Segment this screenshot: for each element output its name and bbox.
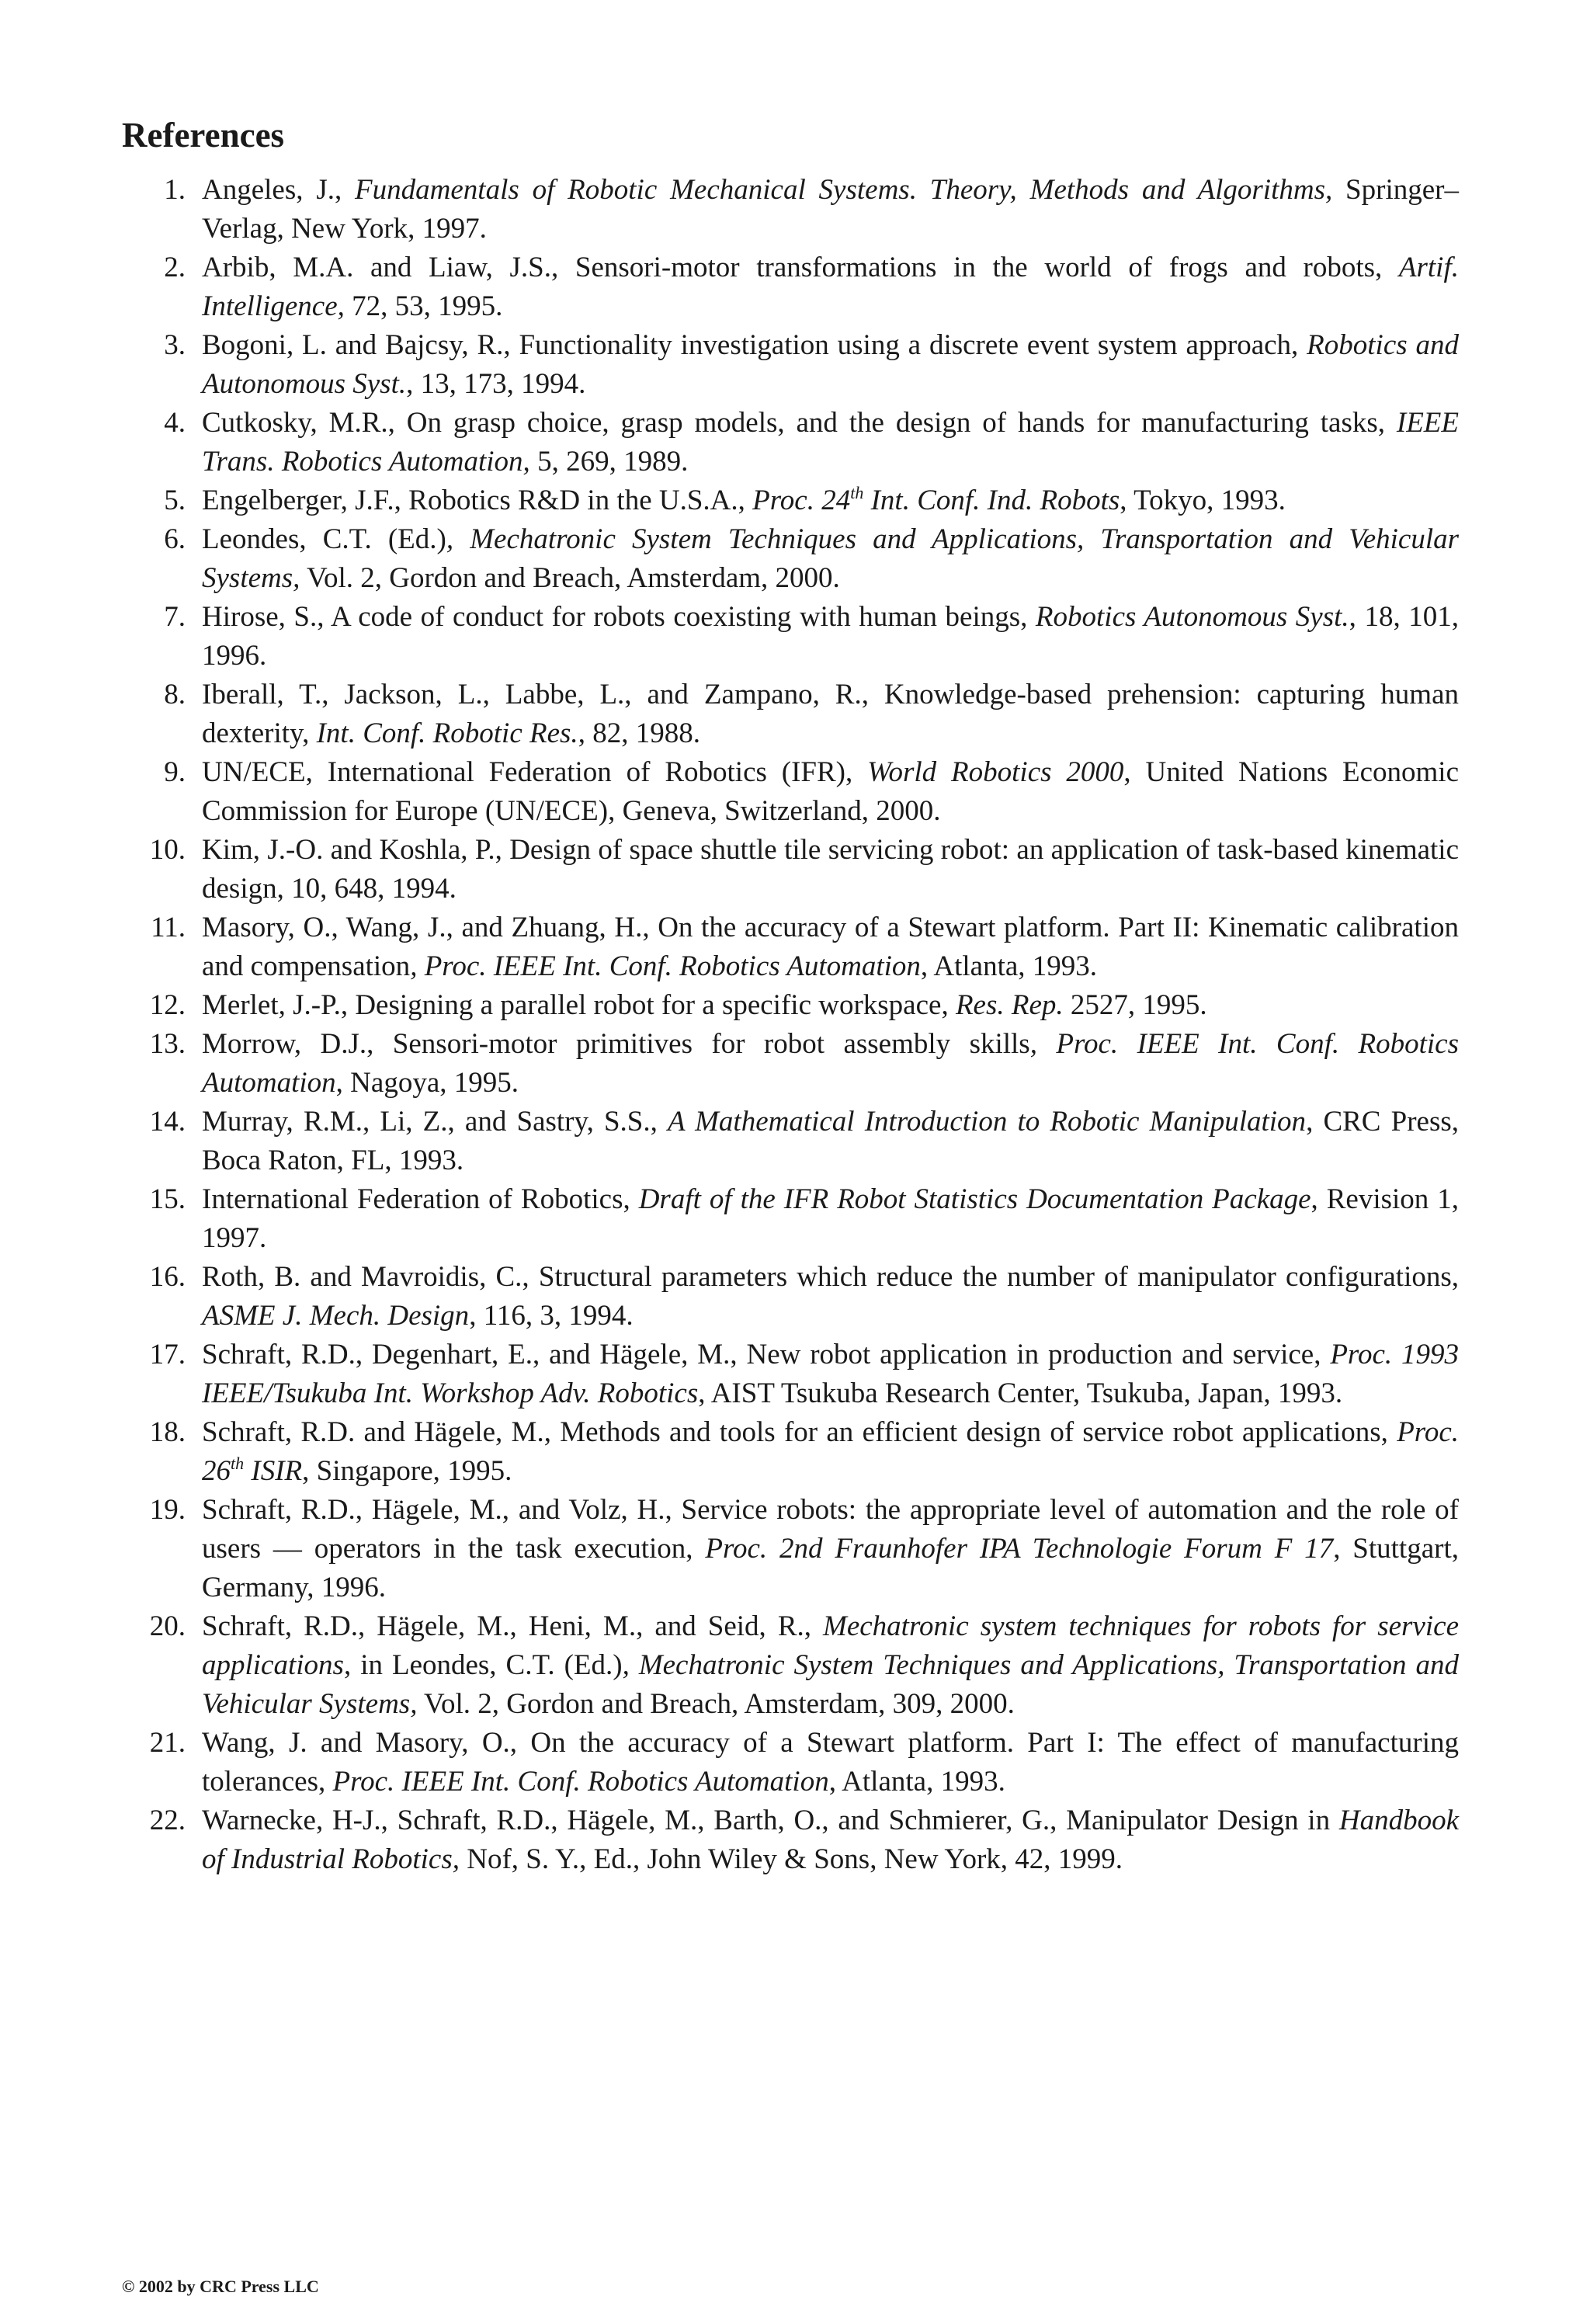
reference-segment: , Atlanta, 1993. xyxy=(828,1765,1005,1798)
reference-italic-segment: World Robotics 2000 xyxy=(867,756,1124,788)
reference-italic-segment: Res. Rep. xyxy=(955,988,1064,1021)
reference-number: 11. xyxy=(151,911,186,943)
reference-number: 20. xyxy=(149,1610,186,1642)
references-section xyxy=(122,116,1459,1879)
reference-number: 6. xyxy=(164,523,186,555)
reference-item xyxy=(122,1180,1459,1258)
reference-segment: Murray, R.M., Li, Z., and Sastry, S.S., xyxy=(202,1105,668,1138)
reference-segment: , Stuttgart, Germany, 1996. xyxy=(202,1532,1459,1603)
reference-segment: Springer–Verlag, New York, 1997. xyxy=(202,173,1459,245)
reference-number: 19. xyxy=(149,1493,186,1526)
reference-text xyxy=(202,1416,1459,1487)
reference-italic-segment: , Mechatronic System Techniques and Applications, Transportation and Vehicular Systems, xyxy=(202,1648,1459,1720)
reference-item xyxy=(122,404,1459,481)
reference-number: 5. xyxy=(164,484,186,516)
reference-italic-segment: Int. Conf. Ind. Robots xyxy=(863,484,1120,516)
reference-item xyxy=(122,676,1459,753)
reference-segment: Engelberger, J.F., Robotics R&D in the U.S.A., xyxy=(202,484,753,516)
reference-italic-segment: , Proc. IEEE Int. Conf. Robotics Automation xyxy=(410,950,921,982)
reference-segment: Wang, J. and Masory, O., On the accuracy of a Stewart platform. Part I: The effect of manufacturing tolerances, xyxy=(202,1726,1459,1798)
reference-italic-segment: Mechatronic system techniques for robots for service applications xyxy=(202,1610,1459,1681)
reference-text xyxy=(202,174,1459,245)
reference-text xyxy=(202,834,1459,905)
reference-segment: , AIST Tsukuba Research Center, Tsukuba, Japan, 1993. xyxy=(698,1377,1343,1409)
reference-segment: Roth, B. and Mavroidis, C., Structural parameters which reduce the number of manipulator configurations, xyxy=(202,1260,1459,1293)
reference-italic-segment: Robotics Autonomous Syst. xyxy=(1035,600,1349,633)
reference-text xyxy=(202,756,1459,827)
reference-item xyxy=(122,1801,1459,1879)
reference-segment: Iberall, T., Jackson, L., Labbe, L., and Zampano, R., Knowledge-based prehension: capturing human dexterity, xyxy=(202,678,1459,749)
reference-segment: Masory, O., Wang, J., and Zhuang, H., On the accuracy of a Stewart platform. Part II: Kinematic calibration and compensation xyxy=(202,911,1459,982)
reference-number: 8. xyxy=(164,678,186,710)
reference-segment: Nof, S. Y., Ed., John Wiley & Sons, New York, 42, 1999. xyxy=(459,1843,1123,1875)
reference-italic-segment: A Mathematical Introduction to Robotic Manipulation xyxy=(668,1105,1307,1138)
reference-segment: Vol. 2, Gordon and Breach, Amsterdam, 309, 2000. xyxy=(417,1687,1015,1720)
reference-segment: , 13, 173, 1994. xyxy=(406,367,586,400)
reference-italic-segment: Robotics and Autonomous Syst. xyxy=(202,328,1459,400)
reference-text xyxy=(202,1106,1459,1176)
reference-text xyxy=(202,679,1459,749)
reference-italic-segment: Proc. 1993 IEEE/Tsukuba Int. Workshop Adv. Robotics xyxy=(202,1338,1459,1409)
reference-text xyxy=(202,912,1459,982)
reference-number: 4. xyxy=(164,406,186,439)
reference-text xyxy=(202,1261,1459,1332)
reference-text xyxy=(202,989,1207,1021)
references-heading: References xyxy=(122,116,285,155)
reference-italic-segment: , Mechatronic System Techniques and Applications, Transportation and Vehicular Systems, xyxy=(202,523,1459,594)
reference-number: 17. xyxy=(149,1338,186,1370)
reference-number: 22. xyxy=(149,1804,186,1836)
reference-segment: Kim, J.-O. and Koshla, P., Design of space shuttle tile servicing robot: an application of task-based kinematic design, 10, 648, 1994. xyxy=(202,833,1459,905)
reference-item xyxy=(122,1103,1459,1180)
reference-segment: Leondes, C.T. (Ed.) xyxy=(202,523,446,555)
reference-segment: UN/ECE, International Federation of Robotics (IFR), xyxy=(202,756,868,788)
reference-text xyxy=(202,1183,1459,1254)
reference-segment: , 82, 1988. xyxy=(578,717,700,749)
reference-item xyxy=(122,1336,1459,1413)
reference-segment: , Tokyo, 1993. xyxy=(1120,484,1286,516)
reference-item xyxy=(122,908,1459,986)
reference-italic-segment: Artif. Intelligence, xyxy=(202,251,1459,322)
reference-italic-segment: Fundamentals of Robotic Mechanical Systems. Theory, Methods and Algorithms, xyxy=(355,173,1333,206)
reference-number: 3. xyxy=(164,328,186,361)
reference-segment: , 18, 101, 1996. xyxy=(202,600,1459,672)
reference-segment: , 116, 3, 1994. xyxy=(469,1299,634,1332)
reference-text xyxy=(202,1494,1459,1603)
reference-item xyxy=(122,1607,1459,1724)
reference-italic-segment: Proc. 24 xyxy=(752,484,851,516)
reference-italic-segment: Proc. 2nd Fraunhofer IPA Technologie Forum F 17 xyxy=(705,1532,1334,1565)
reference-list xyxy=(122,171,1459,1879)
reference-italic-segment: , Proc. IEEE Int. Conf. Robotics Automation xyxy=(202,1027,1459,1099)
reference-item xyxy=(122,831,1459,908)
reference-text xyxy=(202,523,1459,594)
reference-italic-segment: ASME J. Mech. Design xyxy=(202,1299,470,1332)
reference-segment: , Atlanta, 1993. xyxy=(920,950,1098,982)
reference-item xyxy=(122,1724,1459,1801)
reference-number: 14. xyxy=(149,1105,186,1138)
reference-segment: Schraft, R.D., Hägele, M., Heni, M., and Seid, R., xyxy=(202,1610,824,1642)
reference-text xyxy=(202,1805,1459,1875)
reference-number: 18. xyxy=(149,1416,186,1448)
reference-text xyxy=(202,1028,1459,1099)
copyright-footer: © 2002 by CRC Press LLC xyxy=(122,2277,319,2296)
reference-item xyxy=(122,248,1459,326)
reference-segment: Hirose, S., A code of conduct for robots coexisting with human beings, xyxy=(202,600,1036,633)
reference-italic-segment: Proc. IEEE Int. Conf. Robotics Automation xyxy=(332,1765,829,1798)
reference-item xyxy=(122,598,1459,676)
reference-item xyxy=(122,986,1459,1025)
reference-item xyxy=(122,481,1459,520)
reference-number: 13. xyxy=(149,1027,186,1060)
reference-text xyxy=(202,252,1459,322)
reference-segment: International Federation of Robotics, xyxy=(202,1183,639,1215)
reference-item xyxy=(122,1491,1459,1607)
reference-number: 16. xyxy=(149,1260,186,1293)
reference-number: 7. xyxy=(164,600,186,633)
reference-item xyxy=(122,1258,1459,1336)
reference-number: 9. xyxy=(164,756,186,788)
reference-segment: 2527, 1995. xyxy=(1063,988,1207,1021)
reference-segment: Merlet, J.-P., Designing a parallel robot for a specific workspace, xyxy=(202,988,956,1021)
reference-number: 21. xyxy=(149,1726,186,1759)
reference-segment: , in Leondes, C.T. (Ed.) xyxy=(343,1648,623,1681)
reference-text xyxy=(202,329,1459,400)
reference-segment: Schraft, R.D., Hägele, M., and Volz, H., Service robots: the appropriate level of automation and the role of users — operators in the task execution, xyxy=(202,1493,1459,1565)
reference-text xyxy=(202,482,1286,516)
reference-number: 1. xyxy=(164,173,186,206)
reference-number: 10. xyxy=(149,833,186,866)
reference-segment: Schraft, R.D. and Hägele, M., Methods and tools for an efficient design of service robot applications, xyxy=(202,1416,1397,1448)
reference-segment: , Nagoya, 1995. xyxy=(335,1066,519,1099)
reference-item xyxy=(122,520,1459,598)
reference-segment: , Singapore, 1995. xyxy=(302,1454,512,1487)
reference-segment: Morrow, D.J., Sensori-motor primitives for robot assembly skills xyxy=(202,1027,1030,1060)
reference-segment: , Revision 1, 1997. xyxy=(202,1183,1460,1254)
reference-segment: Arbib, M.A. and Liaw, J.S., Sensori-motor transformations in the world of frogs and robots, xyxy=(202,251,1399,283)
reference-segment: Bogoni, L. and Bajcsy, R., Functionality investigation using a discrete event system approach, xyxy=(202,328,1307,361)
reference-segment: Cutkosky, M.R., On grasp choice, grasp models, and the design of hands for manufacturing tasks, xyxy=(202,406,1397,439)
reference-number: 2. xyxy=(164,251,186,283)
superscript-ordinal: th xyxy=(850,482,864,502)
reference-text xyxy=(202,1727,1459,1798)
reference-segment: Angeles, J., xyxy=(202,173,356,206)
reference-italic-segment: Draft of the IFR Robot Statistics Documentation Package xyxy=(638,1183,1311,1215)
reference-segment: 72, 53, 1995. xyxy=(344,290,503,322)
superscript-ordinal: th xyxy=(231,1453,245,1473)
reference-segment: , United Nations Economic Commission for Europe (UN/ECE), Geneva, Switzerland, 2000. xyxy=(202,756,1459,827)
reference-italic-segment: Proc. 26 xyxy=(202,1416,1459,1487)
reference-segment: 5, 269, 1989. xyxy=(529,445,689,478)
reference-text xyxy=(202,407,1459,478)
reference-item xyxy=(122,171,1459,248)
reference-text xyxy=(202,1339,1459,1409)
reference-item xyxy=(122,326,1459,404)
reference-text xyxy=(202,601,1459,672)
reference-italic-segment: Int. Conf. Robotic Res. xyxy=(316,717,578,749)
reference-number: 12. xyxy=(149,988,186,1021)
reference-item xyxy=(122,1413,1459,1491)
reference-italic-segment: ISIR xyxy=(244,1454,303,1487)
reference-segment: Schraft, R.D., Degenhart, E., and Hägele, M., New robot application in production and service, xyxy=(202,1338,1331,1370)
reference-segment: Warnecke, H-J., Schraft, R.D., Hägele, M., Barth, O., and Schmierer, G., Manipulator Design in xyxy=(202,1804,1339,1836)
reference-italic-segment: IEEE Trans. Robotics Automation, xyxy=(202,406,1459,478)
reference-item xyxy=(122,753,1459,831)
reference-number: 15. xyxy=(149,1183,186,1215)
reference-italic-segment: Handbook of Industrial Robotics, xyxy=(202,1804,1459,1875)
reference-item xyxy=(122,1025,1459,1103)
reference-text xyxy=(202,1610,1459,1720)
reference-segment: Vol. 2, Gordon and Breach, Amsterdam, 2000. xyxy=(300,561,840,594)
reference-segment: , CRC Press, Boca Raton, FL, 1993. xyxy=(202,1105,1459,1176)
